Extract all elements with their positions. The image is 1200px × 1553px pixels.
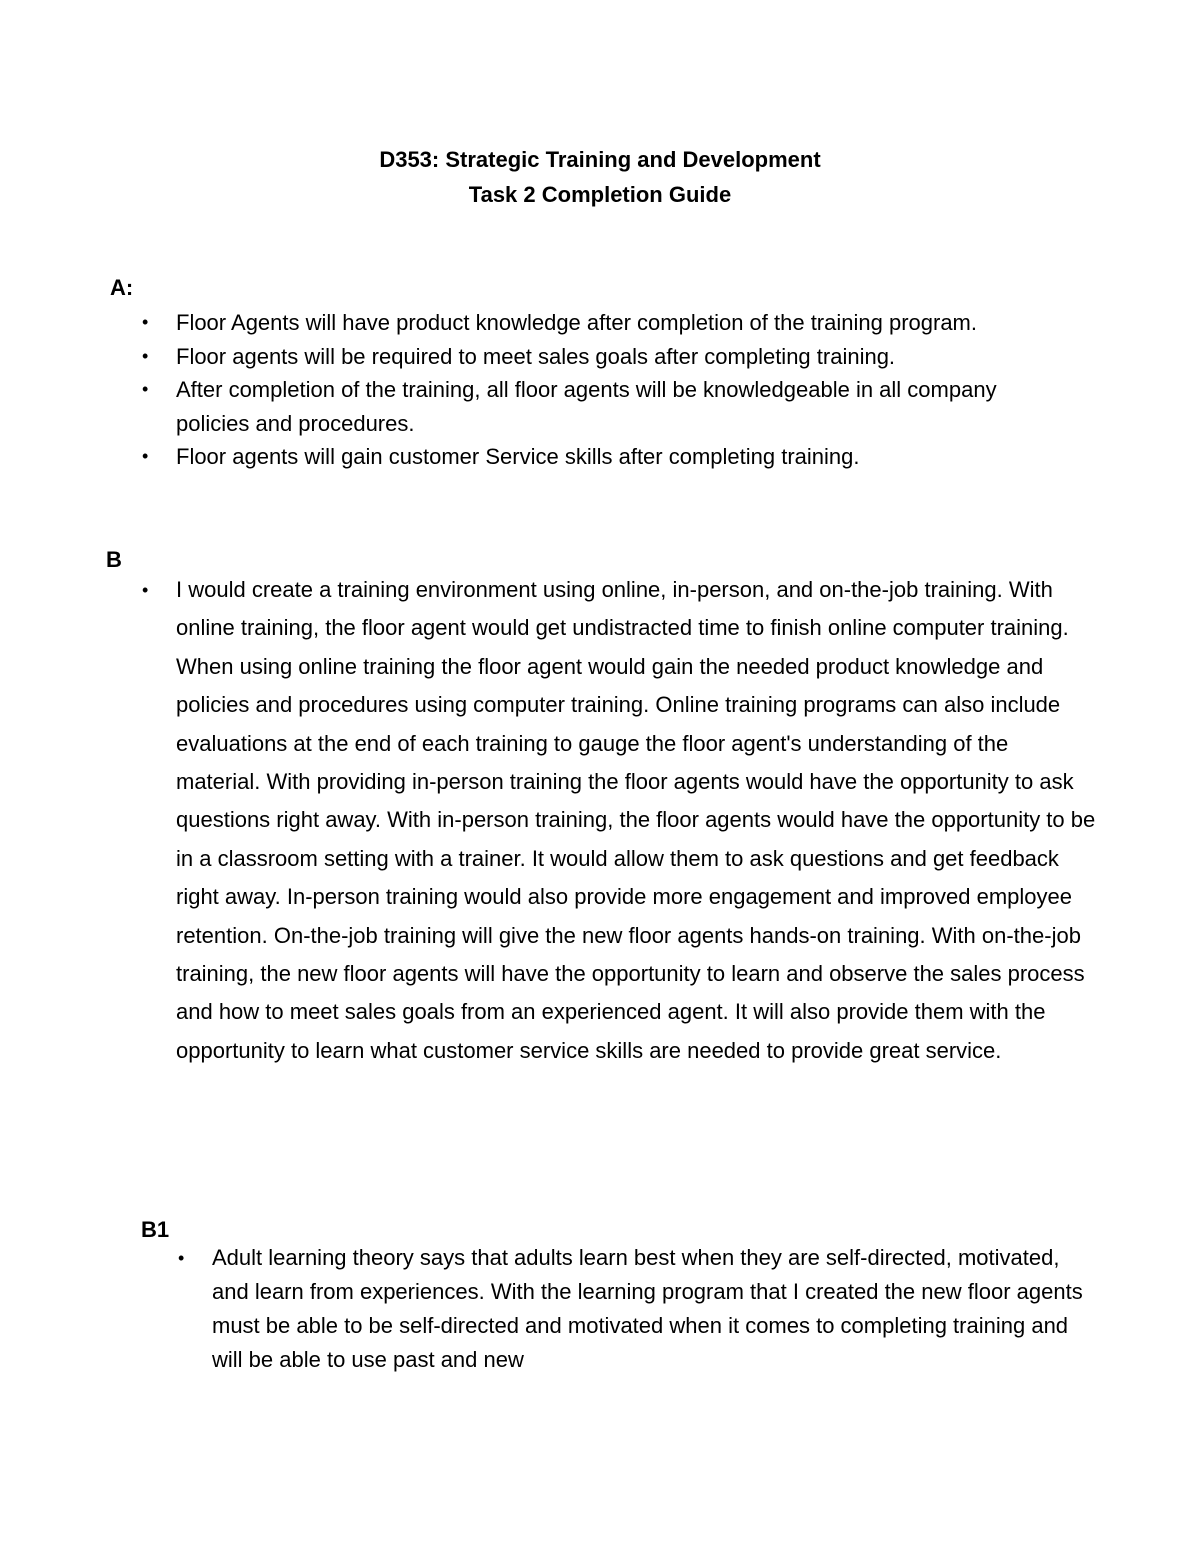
section-a-list [142, 306, 1056, 474]
list-item: • Adult learning theory says that adults learn best when they are self-directed, motivated, and learn from experiences. With the learning program that I created the new floor agents must be able to be self-directed and motivated when it comes to completing training and will be able to use past and new [212, 1241, 1092, 1377]
list-item: • I would create a training environment using online, in-person, and on-the-job training. With online training, the floor agent would get undistracted time to finish online computer training. When using online training the floor agent would gain the needed product knowledge and policies and procedures using computer training. Online training programs can also include evaluations at the end of each training to gauge the floor agent's understanding of the material. With providing in-person training the floor agents would have the opportunity to ask questions right away. With in-person training, the floor agents would have the opportunity to be in a classroom setting with a trainer. It would allow them to ask questions and get feedback right away. In-person training would also provide more engagement and improved employee retention. On-the-job training will give the new floor agents hands-on training. With on-the-job training, the new floor agents will have the opportunity to learn and observe the sales process and how to meet sales goals from an experienced agent. It will also provide them with the opportunity to learn what customer service skills are needed to provide great service. [176, 571, 1096, 1070]
bullet-icon: • [142, 379, 149, 399]
course-title: D353: Strategic Training and Development [379, 147, 821, 172]
list-item: • After completion of the training, all floor agents will be knowledgeable in all company policies and procedures. [176, 373, 1056, 440]
bullet-icon: • [142, 580, 149, 600]
task-title: Task 2 Completion Guide [468, 182, 732, 207]
list-item: • Floor agents will gain customer Service skills after completing training. [176, 440, 1056, 474]
bullet-icon: • [178, 1248, 185, 1268]
section-a-label: A: [110, 275, 134, 300]
bullet-icon: • [142, 312, 149, 332]
section-b-list [142, 571, 1096, 1070]
bullet-icon: • [142, 446, 149, 466]
list-item: • Floor Agents will have product knowledge after completion of the training program. [176, 306, 1056, 340]
bullet-icon: • [142, 345, 149, 366]
section-b1-list [178, 1241, 1092, 1377]
document-title [0, 142, 1200, 212]
section-b-label: B [106, 547, 122, 572]
list-item: • Floor agents will be required to meet sales goals after completing training. [176, 340, 1056, 374]
section-b1-label: B1 [141, 1217, 170, 1242]
